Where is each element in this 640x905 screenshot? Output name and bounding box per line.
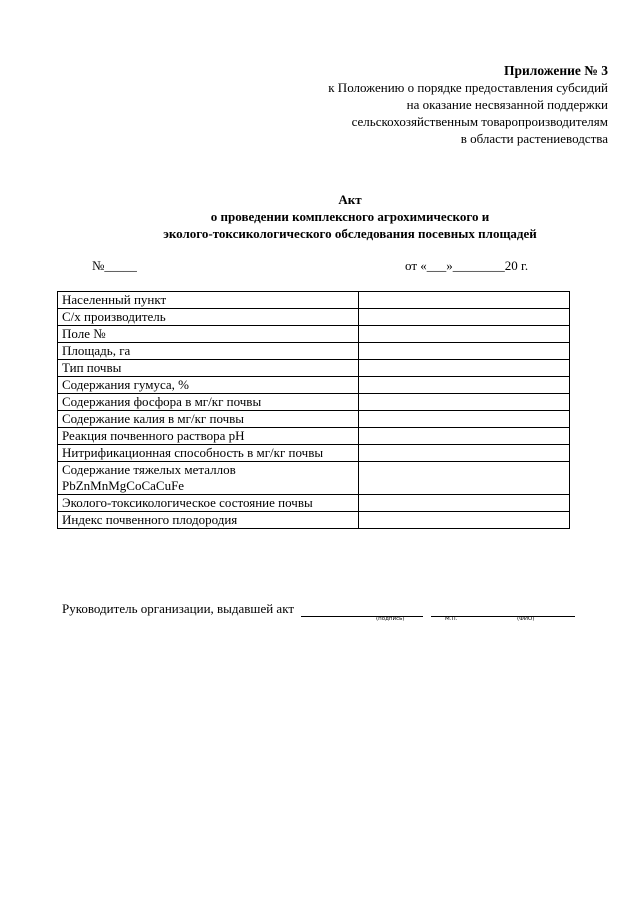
appendix-header xyxy=(188,62,608,147)
signature-caption: (подпись) xyxy=(376,616,405,622)
signature-line xyxy=(62,601,575,617)
full-name-caption: (ФИО) xyxy=(517,616,535,622)
value-cell[interactable] xyxy=(359,445,570,462)
value-cell[interactable] xyxy=(359,360,570,377)
act-number-field[interactable]: №_____ xyxy=(92,258,137,273)
row-label: Содержание калия в мг/кг почвы xyxy=(58,411,359,428)
act-date-field[interactable]: от «___»________20 г. xyxy=(405,258,529,273)
appendix-line: на оказание несвязанной поддержки xyxy=(406,97,608,112)
row-label: Площадь, га xyxy=(58,343,359,360)
row-label: Поле № xyxy=(58,326,359,343)
table-row xyxy=(58,495,570,512)
table-row xyxy=(58,377,570,394)
table-row xyxy=(58,512,570,529)
act-title-line: о проведении комплексного агрохимического и xyxy=(210,209,490,224)
act-title-line: эколого-токсикологического обследования посевных площадей xyxy=(163,226,537,241)
row-label: Населенный пункт xyxy=(58,292,359,309)
value-cell[interactable] xyxy=(359,411,570,428)
table-row xyxy=(58,394,570,411)
row-label: Содержание тяжелых металлов PbZnMnMgCoCaCuFe xyxy=(58,462,359,495)
row-label: Реакция почвенного раствора pH xyxy=(58,428,359,445)
table-row xyxy=(58,411,570,428)
row-label: Нитрификационная способность в мг/кг почвы xyxy=(58,445,359,462)
table-row xyxy=(58,343,570,360)
table-row xyxy=(58,326,570,343)
appendix-line: сельскохозяйственным товаропроизводителям xyxy=(351,114,608,129)
signature-label: Руководитель организации, выдавшей акт xyxy=(62,601,295,616)
table-row xyxy=(58,292,570,309)
appendix-line: к Положению о порядке предоставления субсидий xyxy=(328,80,608,95)
value-cell[interactable] xyxy=(359,326,570,343)
table-row xyxy=(58,462,570,495)
value-cell[interactable] xyxy=(359,394,570,411)
row-label: Эколого-токсикологическое состояние почвы xyxy=(58,495,359,512)
appendix-title: Приложение № 3 xyxy=(504,63,608,78)
value-cell[interactable] xyxy=(359,343,570,360)
table-row xyxy=(58,445,570,462)
value-cell[interactable] xyxy=(359,495,570,512)
row-label: Содержания фосфора в мг/кг почвы xyxy=(58,394,359,411)
survey-table xyxy=(57,291,570,529)
signature-field[interactable] xyxy=(301,604,423,617)
row-label: Содержания гумуса, % xyxy=(58,377,359,394)
value-cell[interactable] xyxy=(359,292,570,309)
table-row xyxy=(58,309,570,326)
value-cell[interactable] xyxy=(359,377,570,394)
row-label: Индекс почвенного плодородия xyxy=(58,512,359,529)
appendix-line: в области растениеводства xyxy=(460,131,608,146)
act-title-line: Акт xyxy=(338,192,362,207)
table-row xyxy=(58,360,570,377)
table-row xyxy=(58,428,570,445)
stamp-caption: М.П. xyxy=(445,616,458,622)
value-cell[interactable] xyxy=(359,512,570,529)
value-cell[interactable] xyxy=(359,309,570,326)
row-label: Тип почвы xyxy=(58,360,359,377)
value-cell[interactable] xyxy=(359,428,570,445)
value-cell[interactable] xyxy=(359,462,570,495)
row-label: С/х производитель xyxy=(58,309,359,326)
act-title xyxy=(60,191,640,242)
